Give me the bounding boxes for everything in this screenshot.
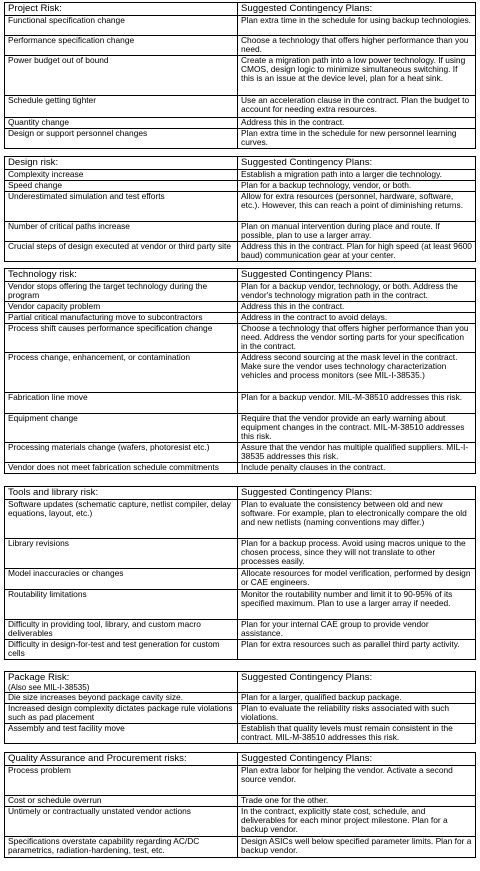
qa-procurement-risk-table bbox=[4, 752, 476, 858]
plan-cell: Require that the vendor provide an early warning about equipment changes in the contract. MIL-M-38510 addresses this risk. bbox=[238, 414, 476, 443]
section-heading: Quality Assurance and Procurement risks: bbox=[5, 753, 238, 766]
plans-heading: Suggested Contingency Plans: bbox=[238, 753, 476, 766]
risk-cell: Complexity increase bbox=[5, 170, 238, 181]
risk-cell: Library revisions bbox=[5, 539, 238, 569]
technology-risk-table bbox=[4, 268, 476, 474]
section-heading bbox=[5, 672, 238, 693]
risk-cell: Vendor does not meet fabrication schedule commitments bbox=[5, 463, 238, 474]
design-risk-table bbox=[4, 156, 476, 262]
risk-cell: Performance specification change bbox=[5, 36, 238, 56]
risk-cell: Underestimated simulation and test efforts bbox=[5, 192, 238, 222]
package-risk-table bbox=[4, 671, 476, 744]
risk-cell: Vendor capacity problem bbox=[5, 302, 238, 313]
risk-cell: Quantity change bbox=[5, 118, 238, 129]
risk-cell: Schedule getting tighter bbox=[5, 96, 238, 118]
plan-cell: Trade one for the other. bbox=[238, 796, 476, 807]
tools-library-risk-table bbox=[4, 486, 476, 660]
risk-cell: Power budget out of bound bbox=[5, 56, 238, 96]
plan-cell: Plan extra time in the schedule for new personnel learning curves. bbox=[238, 129, 476, 149]
risk-cell: Equipment change bbox=[5, 414, 238, 443]
risk-cell: Design or support personnel changes bbox=[5, 129, 238, 149]
risk-cell: Difficulty in design-for-test and test generation for custom cells bbox=[5, 640, 238, 660]
section-heading: Design risk: bbox=[5, 157, 238, 170]
plan-cell: Choose a technology that offers higher performance than you need. bbox=[238, 36, 476, 56]
risk-cell: Die size increases beyond package cavity size. bbox=[5, 693, 238, 704]
plans-heading: Suggested Contingency Plans: bbox=[238, 487, 476, 500]
project-risk-table bbox=[4, 2, 476, 149]
plans-heading: Suggested Contingency Plans: bbox=[238, 672, 476, 693]
plan-cell: Allocate resources for model verification, performed by design or CAE engineers. bbox=[238, 569, 476, 590]
plan-cell: Use an acceleration clause in the contract. Plan the budget to account for needing extra resources. bbox=[238, 96, 476, 118]
risk-cell: Software updates (schematic capture, netlist compiler, delay equations, layout, etc.) bbox=[5, 500, 238, 539]
risk-cell: Specifications overstate capability regarding AC/DC parametrics, radiation-hardening, test, etc. bbox=[5, 837, 238, 858]
section-subheading: (Also see MIL-I-38535) bbox=[8, 682, 90, 692]
section-heading: Project Risk: bbox=[5, 3, 238, 16]
plans-heading: Suggested Contingency Plans: bbox=[238, 3, 476, 16]
plan-cell: Assure that the vendor has multiple qualified suppliers. MIL-I-38535 addresses this risk. bbox=[238, 443, 476, 463]
risk-cell: Number of critical paths increase bbox=[5, 222, 238, 242]
plan-cell: Monitor the routability number and limit it to 90-95% of its specified maximum. Plan to use a larger array if needed. bbox=[238, 590, 476, 620]
risk-cell: Fabrication line move bbox=[5, 393, 238, 414]
plan-cell: Plan extra labor for helping the vendor. Activate a second source vendor. bbox=[238, 766, 476, 796]
plan-cell: Plan for a backup process. Avoid using macros unique to the chosen process, since they will not translate to other processes easily. bbox=[238, 539, 476, 569]
risk-cell: Vendor stops offering the target technology during the program bbox=[5, 282, 238, 302]
plan-cell: Address in the contract to avoid delays. bbox=[238, 313, 476, 324]
plan-cell: Address this in the contract. Plan for high speed (at least 9600 baud) communication gear at your center. bbox=[238, 242, 476, 262]
risk-cell: Cost or schedule overrun bbox=[5, 796, 238, 807]
risk-cell: Assembly and test facility move bbox=[5, 724, 238, 744]
plan-cell: Address this in the contract. bbox=[238, 118, 476, 129]
risk-cell: Partial critical manufacturing move to subcontractors bbox=[5, 313, 238, 324]
risk-cell: Process problem bbox=[5, 766, 238, 796]
risk-cell: Process shift causes performance specification change bbox=[5, 324, 238, 353]
plan-cell: Address second sourcing at the mask level in the contract. Make sure the vendor uses technology characterization vehicles and process monitors (see MIL-I-38535.) bbox=[238, 353, 476, 393]
section-heading: Tools and library risk: bbox=[5, 487, 238, 500]
plan-cell: Allow for extra resources (personnel, hardware, software, etc.). However, this can reach a point of diminishing returns. bbox=[238, 192, 476, 222]
plan-cell: Plan for a backup technology, vendor, or both. bbox=[238, 181, 476, 192]
risk-cell: Crucial steps of design executed at vendor or third party site bbox=[5, 242, 238, 262]
plan-cell: Plan to evaluate the reliability risks associated with such violations. bbox=[238, 704, 476, 724]
plan-cell: Plan for a larger, qualified backup package. bbox=[238, 693, 476, 704]
risk-cell: Routability limitations bbox=[5, 590, 238, 620]
plan-cell: Design ASICs well below specified parameter limits. Plan for a backup vendor. bbox=[238, 837, 476, 858]
plan-cell: Address this in the contract. bbox=[238, 302, 476, 313]
risk-cell: Speed change bbox=[5, 181, 238, 192]
plan-cell: Include penalty clauses in the contract. bbox=[238, 463, 476, 474]
plan-cell: Plan to evaluate the consistency between old and new software. For example, plan to electronically compare the old and new netlists (naming conventions may differ.) bbox=[238, 500, 476, 539]
risk-cell: Functional specification change bbox=[5, 16, 238, 36]
plan-cell: Plan on manual intervention during place and route. If possible, plan to use a larger array. bbox=[238, 222, 476, 242]
risk-cell: Increased design complexity dictates package rule violations such as pad placement bbox=[5, 704, 238, 724]
plan-cell: Plan for your internal CAE group to provide vendor assistance. bbox=[238, 620, 476, 640]
plan-cell: Plan for a backup vendor. MIL-M-38510 addresses this risk. bbox=[238, 393, 476, 414]
plan-cell: Plan extra time in the schedule for using backup technologies. bbox=[238, 16, 476, 36]
section-heading-text: Package Risk: bbox=[8, 672, 70, 683]
plan-cell: Plan for a backup vendor, technology, or both. Address the vendor's technology migration path in the contract. bbox=[238, 282, 476, 302]
plans-heading: Suggested Contingency Plans: bbox=[238, 157, 476, 170]
plan-cell: In the contract, explicitly state cost, schedule, and deliverables for each minor project milestone. Plan for a backup vendor. bbox=[238, 807, 476, 837]
risk-cell: Process change, enhancement, or contamination bbox=[5, 353, 238, 393]
plan-cell: Establish that quality levels must remain consistent in the contract. MIL-M-38510 addresses this risk. bbox=[238, 724, 476, 744]
plan-cell: Choose a technology that offers higher performance than you need. Address the vendor sorting parts for your specification in the contract. bbox=[238, 324, 476, 353]
section-heading: Technology risk: bbox=[5, 269, 238, 282]
plan-cell: Establish a migration path into a larger die technology. bbox=[238, 170, 476, 181]
risk-cell: Processing materials change (wafers, photoresist etc.) bbox=[5, 443, 238, 463]
plans-heading: Suggested Contingency Plans: bbox=[238, 269, 476, 282]
risk-cell: Difficulty in providing tool, library, and custom macro deliverables bbox=[5, 620, 238, 640]
risk-cell: Model inaccuracies or changes bbox=[5, 569, 238, 590]
risk-cell: Untimely or contractually unstated vendor actions bbox=[5, 807, 238, 837]
plan-cell: Plan for extra resources such as parallel third party activity. bbox=[238, 640, 476, 660]
plan-cell: Create a migration path into a low power technology. If using CMOS, design logic to minimize simultaneous switching. If this is an issue at the device level, plan for a heat sink. bbox=[238, 56, 476, 96]
